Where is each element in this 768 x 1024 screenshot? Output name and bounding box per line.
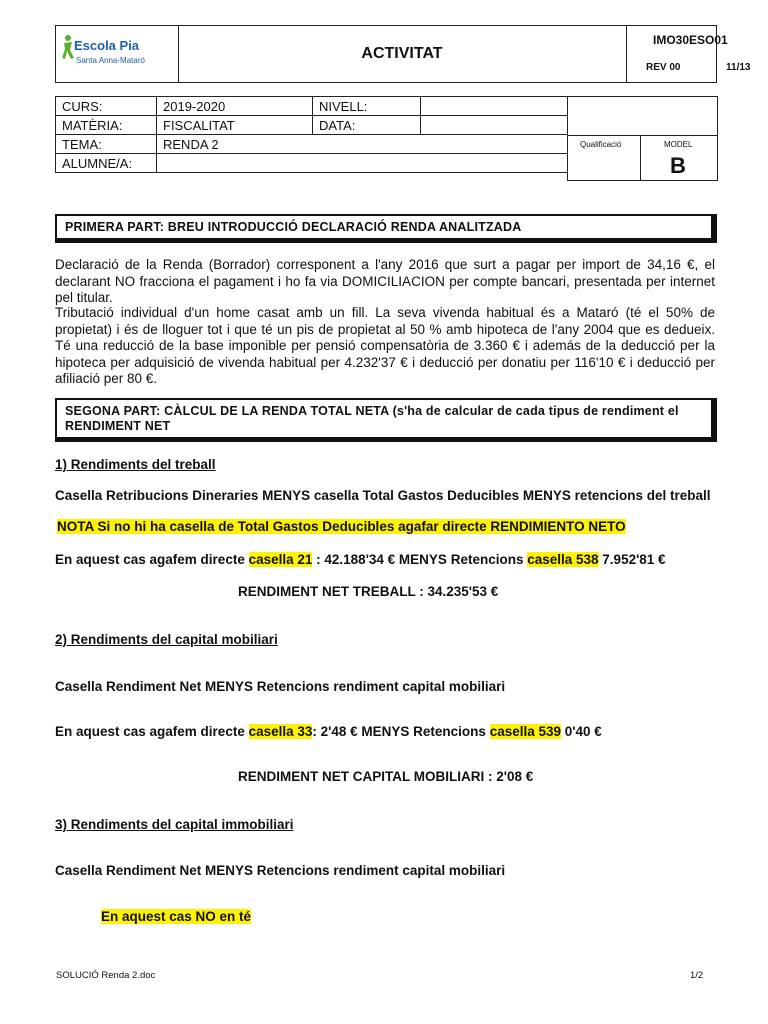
logo-name: Escola Pia [74,38,140,53]
section1-casella-21: casella 21 [248,552,313,567]
section2-calc [55,724,602,739]
section3-title: 3) Rendiments del capital immobiliari [55,817,294,832]
tema-label: TEMA: [56,135,157,154]
student-info-table [55,96,568,173]
section1-calc [55,552,666,567]
alumne-value [157,154,568,173]
logo-subtitle: Santa Anna-Mataró [76,56,145,65]
document-code: IMO30ESO01 [653,33,728,47]
section2-calc-e: 0'40 € [561,724,602,739]
section1-title: 1) Rendiments del treball [55,457,216,472]
materia-value: FISCALITAT [157,116,313,135]
curs-value: 2019-2020 [157,97,313,116]
section1-calc-e: 7.952'81 € [598,552,666,567]
footer-filename: SOLUCIÓ Renda 2.doc [56,970,156,981]
grade-box [567,96,718,181]
section3-nota [101,909,251,924]
section1-calc-a: En aquest cas agafem directe [55,552,249,567]
tema-value: RENDA 2 [157,135,568,154]
page-reference: 11/13 [726,62,751,73]
document-header [55,25,751,83]
materia-label: MATÈRIA: [56,116,157,135]
part2-heading: SEGONA PART: CÀLCUL DE LA RENDA TOTAL NETA (s'ha de calcular de cada tipus de rendiment el RENDIMENT NET [55,398,717,442]
revision: REV 00 [646,62,681,73]
model-label: MODEL [664,140,693,149]
logo [56,26,179,82]
nivell-label: NIVELL: [313,97,421,116]
data-label: DATA: [313,116,421,135]
section1-formula: Casella Retribucions Dineraries MENYS casella Total Gastos Deducibles MENYS retencions del treball [55,488,711,503]
section2-casella-539: casella 539 [489,724,562,739]
curs-label: CURS: [56,97,157,116]
model-value: B [670,153,686,178]
section2-formula: Casella Rendiment Net MENYS Retencions rendiment capital mobiliari [55,679,506,694]
nivell-value [421,97,568,116]
section1-nota-text: NOTA Si no hi ha casella de Total Gastos Deducibles agafar directe RENDIMIENTO NETO [57,519,626,534]
document-code-box [626,26,751,82]
section3-formula: Casella Rendiment Net MENYS Retencions rendiment capital mobiliari [55,863,506,878]
part1-paragraph-1: Declaració de la Renda (Borrador) corresponent a l'any 2016 que surt a pagar per import de 34,16 €, el declarant NO fracciona el pagament i ho fa via DOMICILIACION per compte bancari, presentada per internet pel titular. [55,257,715,305]
section2-calc-a: En aquest cas agafem directe [55,724,249,739]
part1-heading: PRIMERA PART: BREU INTRODUCCIÓ DECLARACIÓ RENDA ANALITZADA [55,214,717,243]
section2-casella-33: casella 33 [248,724,313,739]
section1-nota [57,519,626,534]
document-title: ACTIVITAT [178,26,627,82]
footer-page-number: 1/2 [690,970,704,981]
model-divider [640,135,641,181]
section2-result: RENDIMENT NET CAPITAL MOBILIARI : 2'08 € [238,769,534,784]
alumne-label: ALUMNE/A: [56,154,157,173]
section2-calc-c: : 2'48 € MENYS Retencions [312,724,490,739]
data-value [421,116,568,135]
section1-result: RENDIMENT NET TREBALL : 34.235'53 € [238,584,499,599]
part1-paragraph-2: Tributació individual d'un home casat amb un fill. La seva vivenda habitual és a Mataró (té el 50% de propietat) i és de lloguer tot i que té un pis de propietat al 50 % amb hipoteca de l'any 2004 que es dedueix. Té una reducció de la base imponible per pensió compensatòria de 3.360 € i además de la deducció per la hipoteca per adquisició de vivenda habitual per 4.232'37 € i deducció per donatiu per 116'10 € i deducció per afiliació per 80 €. [55,305,715,386]
section1-casella-538: casella 538 [527,552,599,567]
section2-title: 2) Rendiments del capital mobiliari [55,632,278,647]
qualificacio-label: Qualificació [580,140,622,149]
section1-calc-c: : 42.188'34 € MENYS Retencions [312,552,528,567]
section3-nota-text: En aquest cas NO en té [101,909,252,924]
